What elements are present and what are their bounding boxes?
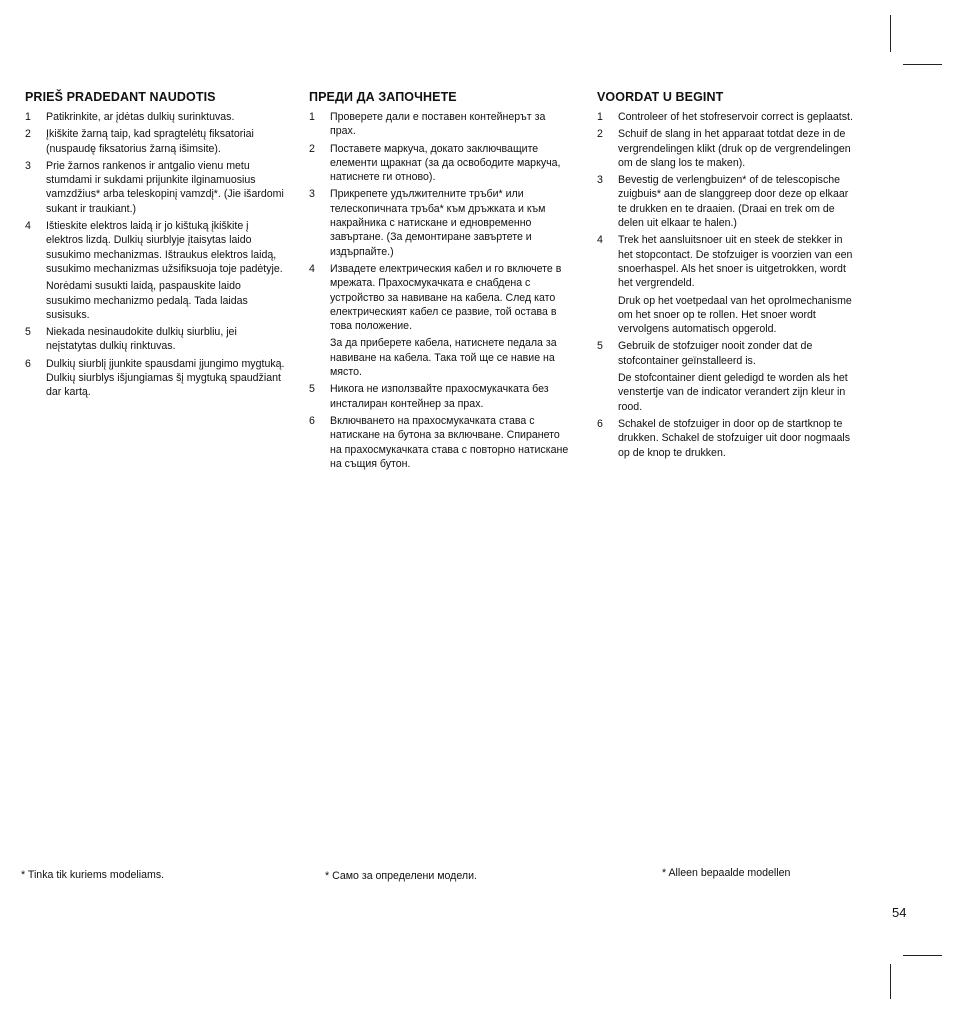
item-number: 4 <box>597 234 603 247</box>
list-item <box>25 357 287 400</box>
item-paragraph: Прикрепете удължителните тръби* или телескопичната тръба* към дръжката и към накрайника с натискане и едновременно завъртане. (За демонтиране завъртете и издърпайте.) <box>330 188 546 258</box>
item-paragraph: Включването на прахосмукачката става с натискане на бутона за включване. Спирането на прахосмукачката става с повторно натискане на същия бутон. <box>330 414 569 470</box>
list-item <box>597 173 857 230</box>
column-dutch <box>597 90 857 463</box>
item-text <box>46 110 287 124</box>
item-paragraph: De stofcontainer dient geledigd te worden als het venstertje van de indicator verandert zijn kleur in rood. <box>618 372 848 413</box>
item-number: 1 <box>25 111 31 123</box>
item-text <box>618 339 857 413</box>
item-text <box>618 127 857 170</box>
list-item <box>597 127 857 170</box>
instruction-list <box>597 110 857 460</box>
list-item <box>597 339 857 413</box>
item-text <box>330 110 571 139</box>
item-number: 3 <box>597 174 603 187</box>
list-item <box>309 142 571 185</box>
item-text <box>618 173 857 230</box>
list-item <box>25 325 287 354</box>
item-text <box>618 110 857 124</box>
crop-mark-bottom-vertical <box>890 964 891 999</box>
page-number: 54 <box>892 905 907 920</box>
item-number: 1 <box>309 111 315 123</box>
item-number: 4 <box>309 262 315 275</box>
list-item <box>597 233 857 336</box>
item-paragraph: Schuif de slang in het apparaat totdat deze in de vergrendelingen klikt (druk op de vergrendelingen om de slang los te maken). <box>618 128 851 169</box>
item-number: 4 <box>25 220 31 233</box>
item-number: 5 <box>309 383 315 396</box>
item-text <box>330 414 571 471</box>
item-text <box>46 159 287 216</box>
footnote-lithuanian: * Tinka tik kuriems modeliams. <box>21 869 165 881</box>
item-text <box>46 325 287 354</box>
list-item <box>25 159 287 216</box>
column-lithuanian <box>25 90 287 403</box>
crop-mark-bottom-horizontal <box>903 955 942 956</box>
item-text <box>618 233 857 336</box>
item-paragraph: Проверете дали е поставен контейнерът за прах. <box>330 111 546 138</box>
column-bulgarian <box>309 90 571 474</box>
list-item <box>597 110 857 124</box>
item-text <box>330 142 571 185</box>
item-number: 2 <box>25 128 31 141</box>
item-paragraph: Schakel de stofzuiger in door op de startknop te drukken. Schakel de stofzuiger uit door nogmaals op de knop te drukken. <box>618 417 851 459</box>
item-paragraph: Controleer of het stofreservoir correct is geplaatst. <box>618 111 853 123</box>
item-paragraph: За да приберете кабела, натиснете педала за навиване на кабела. Така той ще се навие на мястo. <box>330 337 557 379</box>
item-text <box>330 382 571 411</box>
section-title: ПРЕДИ ДА ЗАПОЧНЕТЕ <box>309 90 457 104</box>
item-number: 1 <box>597 111 603 123</box>
item-text <box>46 127 287 156</box>
item-paragraph: Prie žarnos rankenos ir antgalio vienu metu stumdami ir sukdami prijunkite ilginamuosius vamzdžius* arba teleskopinį vamzdį*. (Jie išardomi sukant ir traukiant.) <box>46 159 284 215</box>
section-title: VOORDAT U BEGINT <box>597 90 724 104</box>
item-paragraph: Niekada nesinaudokite dulkių siurbliu, jei neįstatytas dulkių rinktuvas. <box>46 326 237 353</box>
item-paragraph: Įkiškite žarną taip, kad spragtelėtų fiksatoriai (nuspaudę fiksatorius žarną išimsite). <box>46 128 254 155</box>
item-paragraph: Druk op het voetpedaal van het oprolmechanisme om het snoer op te rollen. Het snoer wordt vervolgens automatisch opgerold. <box>618 294 852 336</box>
item-number: 3 <box>309 188 315 201</box>
item-text <box>46 357 287 400</box>
item-paragraph: Norėdami susukti laidą, paspauskite laido susukimo mechanizmo pedalą. Tada laidas susisuks. <box>46 280 248 321</box>
item-paragraph: Ištieskite elektros laidą ir jo kištuką įkiškite į elektros lizdą. Dulkių siurblyje įtaisytas laido susukimo mechanizmas. Ištraukus elektros laidą, susukimo mechanizmas užsifiksuoja toje padėtyje. <box>46 220 283 275</box>
item-number: 2 <box>597 128 603 141</box>
list-item <box>597 417 857 460</box>
item-text <box>618 417 857 460</box>
item-number: 5 <box>25 326 31 339</box>
list-item <box>25 110 287 124</box>
item-number: 5 <box>597 340 603 353</box>
item-paragraph: Поставете маркуча, докато заключващите елементи щракнат (за да освободите маркуча, натиснете ги отново). <box>330 142 561 184</box>
crop-mark-top-horizontal <box>903 64 942 65</box>
item-paragraph: Никога не използвайте прахосмукачката без инсталиран контейнер за прах. <box>330 383 549 410</box>
list-item <box>309 382 571 411</box>
list-item <box>309 414 571 471</box>
list-item <box>25 219 287 322</box>
item-number: 6 <box>597 417 603 430</box>
instruction-list <box>309 110 571 471</box>
section-title: PRIEŠ PRADEDANT NAUDOTIS <box>25 90 216 104</box>
list-item <box>309 110 571 139</box>
item-paragraph: Bevestig de verlengbuizen* of de telescopische zuigbuis* aan de slanggreep door deze op elkaar te drukken en te draaien. (Draai en trek om de delen uit elkaar te halen.) <box>618 174 849 230</box>
crop-mark-top-vertical <box>890 15 891 52</box>
footnote-bulgarian: * Само за определени модели. <box>325 870 477 882</box>
item-number: 6 <box>25 357 31 370</box>
item-number: 6 <box>309 414 315 427</box>
item-paragraph: Patikrinkite, ar įdėtas dulkių surinktuvas. <box>46 111 235 123</box>
item-number: 2 <box>309 142 315 155</box>
list-item <box>309 262 571 379</box>
footnote-dutch: * Alleen bepaalde modellen <box>662 867 791 879</box>
item-paragraph: Извадете електрическия кабел и го включете в мрежата. Прахосмукачката е снабдена с устройство за навиване на кабела. След като електрическият кабел се развие, той остава в това положение. <box>330 262 562 333</box>
item-text <box>330 187 571 258</box>
item-number: 3 <box>25 159 31 172</box>
list-item <box>309 187 571 258</box>
item-paragraph: Trek het aansluitsnoer uit en steek de stekker in het stopcontact. De stofzuiger is voorzien van een snoerhaspel. Als het snoer is uitgetrokken, wordt het vergrendeld. <box>618 234 853 290</box>
item-text <box>330 262 571 379</box>
list-item <box>25 127 287 156</box>
item-text <box>46 219 287 322</box>
item-paragraph: Dulkių siurblį įjunkite spausdami įjungimo mygtuką. Dulkių siurblys išjungiamas šį mygtuką spaudžiant dar kartą. <box>46 357 285 399</box>
item-paragraph: Gebruik de stofzuiger nooit zonder dat de stofcontainer geïnstalleerd is. <box>618 340 813 367</box>
instruction-list <box>25 110 287 400</box>
